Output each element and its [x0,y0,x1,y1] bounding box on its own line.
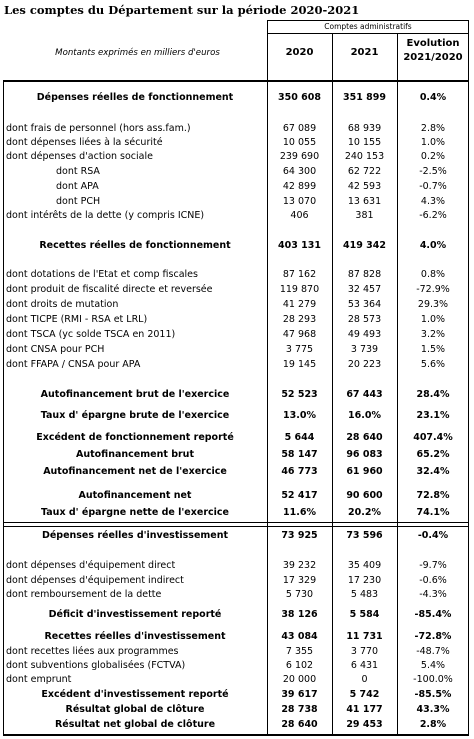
value-2020: 38 126 [281,609,318,620]
row-label: dont intérêts de la dette (y compris ICNE) [6,210,205,221]
value-evolution: 0.8% [420,269,446,280]
col-header-2020: 2020 [285,47,314,58]
value-2020: 52 417 [281,490,318,501]
value-2020: 67 089 [282,123,317,134]
value-2021: 3 739 [350,344,379,355]
value-2021: 35 409 [347,560,382,571]
value-evolution: 43.3% [416,704,450,715]
value-evolution: -0.7% [419,181,447,192]
value-evolution: 407.4% [413,432,453,443]
row-label: Taux d' épargne nette de l'exercice [41,507,229,518]
value-evolution: 0.2% [420,151,446,162]
value-2021: 13 631 [347,196,382,207]
row-label: dont produit de fiscalité directe et reversée [6,284,213,295]
row-label: Autofinancement brut de l'exercice [40,389,230,400]
value-evolution: 4.3% [420,196,446,207]
row-label: dont dépenses d'action sociale [6,151,153,162]
value-2021: 28 573 [347,314,382,325]
value-2021: 5 742 [349,689,380,700]
value-2021: 5 584 [349,609,380,620]
value-2020: 87 162 [282,269,317,280]
value-2021: 42 593 [347,181,382,192]
value-evolution: -0.6% [419,575,447,586]
value-evolution: 23.1% [416,410,450,421]
col-header-evolution-line1: Evolution [406,38,460,49]
value-2021: 61 960 [346,466,383,477]
value-evolution: 72.8% [416,490,450,501]
value-evolution: 0.4% [419,92,447,103]
value-2020: 19 145 [282,359,317,370]
row-label: dont CNSA pour PCH [6,344,105,355]
row-label: dont TSCA (yc solde TSCA en 2011) [6,329,176,340]
row-label: dont RSA [56,166,100,177]
value-2020: 5 644 [284,432,315,443]
row-label: dont dotations de l'Etat et comp fiscales [6,269,198,280]
value-2020: 3 775 [285,344,314,355]
value-2020: 13.0% [283,410,316,421]
value-2020: 47 968 [282,329,317,340]
value-2020: 41 279 [282,299,317,310]
value-evolution: -9.7% [419,560,447,571]
row-label: Autofinancement net [78,490,192,501]
value-evolution: 1.0% [420,137,446,148]
value-2020: 58 147 [281,449,318,460]
row-label: dont frais de personnel (hors ass.fam.) [6,123,191,134]
row-label: Recettes réelles de fonctionnement [39,240,231,251]
row-label: Recettes réelles d'investissement [44,631,226,642]
row-label: Autofinancement brut [76,449,194,460]
table-border-bottom [3,734,469,736]
value-evolution: 2.8% [420,123,446,134]
value-2021: 68 939 [347,123,382,134]
value-evolution: 28.4% [416,389,450,400]
value-2021: 419 342 [343,240,386,251]
value-2021: 53 364 [347,299,382,310]
row-label: dont dépenses liées à la sécurité [6,137,163,148]
page-title: Les comptes du Département sur la période 2020-2021 [4,3,360,17]
row-label: dont emprunt [6,674,72,685]
unit-note: Montants exprimés en milliers d'euros [55,48,220,58]
row-label: Déficit d'investissement reporté [48,609,222,620]
value-2020: 46 773 [281,466,318,477]
value-2020: 52 523 [281,389,318,400]
value-evolution: 3.2% [420,329,446,340]
group-header-label: Comptes administratifs [324,22,412,31]
value-2021: 17 230 [347,575,382,586]
value-evolution: 29.3% [417,299,449,310]
row-label: Dépenses réelles d'investissement [41,530,229,541]
value-evolution: 65.2% [416,449,450,460]
value-2021: 29 453 [346,719,383,730]
row-label: Résultat net global de clôture [54,719,216,730]
row-label: Dépenses réelles de fonctionnement [36,92,234,103]
value-2021: 240 153 [344,151,385,162]
value-2021: 11 731 [346,631,383,642]
value-evolution: -0.4% [417,530,449,541]
value-evolution: 5.6% [420,359,446,370]
row-label: dont remboursement de la dette [6,589,162,600]
col-header-evolution [397,37,469,65]
value-2020: 42 899 [282,181,317,192]
value-2020: 6 102 [285,660,314,671]
row-label: dont subventions globalisées (FCTVA) [6,660,186,671]
row-label: dont TICPE (RMI - RSA et LRL) [6,314,148,325]
row-label: Résultat global de clôture [65,704,205,715]
value-2020: 39 232 [282,560,317,571]
value-2020: 239 690 [279,151,320,162]
value-2020: 13 070 [282,196,317,207]
value-2021: 96 083 [346,449,383,460]
value-2021: 62 722 [347,166,382,177]
value-2021: 0 [361,674,368,685]
value-2020: 17 329 [282,575,317,586]
value-evolution: 74.1% [416,507,450,518]
row-label: dont dépenses d'équipement direct [6,560,176,571]
col-header-evolution-line2: 2021/2020 [403,52,463,63]
row-label: dont PCH [56,196,101,207]
value-2021: 49 493 [347,329,382,340]
row-label: Autofinancement net de l'exercice [43,466,227,477]
header-row-bottom [3,80,469,82]
value-2021: 87 828 [347,269,382,280]
value-2021: 6 431 [350,660,379,671]
value-evolution: -6.2% [419,210,447,221]
row-label: dont FFAPA / CNSA pour APA [6,359,141,370]
value-2020: 11.6% [283,507,316,518]
value-2020: 5 730 [285,589,314,600]
value-2020: 28 640 [281,719,318,730]
row-label: dont droits de mutation [6,299,119,310]
value-evolution: -72.9% [416,284,450,295]
value-2020: 350 608 [278,92,321,103]
value-2020: 64 300 [282,166,317,177]
value-2021: 3 770 [350,646,379,657]
value-evolution: 2.8% [419,719,447,730]
value-evolution: 32.4% [416,466,450,477]
value-2021: 381 [355,210,374,221]
value-2020: 43 084 [281,631,318,642]
value-2020: 406 [290,210,309,221]
value-2020: 28 293 [282,314,317,325]
value-2021: 5 483 [350,589,379,600]
value-2021: 20 223 [347,359,382,370]
value-2021: 32 457 [347,284,382,295]
section-divider-2 [3,526,469,527]
value-2021: 73 596 [346,530,383,541]
value-2020: 7 355 [285,646,314,657]
value-evolution: -85.4% [414,609,452,620]
value-2020: 39 617 [281,689,318,700]
value-evolution: -72.8% [414,631,452,642]
value-2021: 28 640 [346,432,383,443]
value-2021: 16.0% [348,410,381,421]
value-2020: 403 131 [278,240,321,251]
value-evolution: -85.5% [414,689,452,700]
value-2021: 67 443 [346,389,383,400]
value-2020: 119 870 [279,284,320,295]
row-label: dont APA [56,181,99,192]
row-label: Excédent d'investissement reporté [41,689,229,700]
value-evolution: -48.7% [416,646,450,657]
row-label: Excédent de fonctionnement reporté [36,432,234,443]
value-2020: 10 055 [282,137,317,148]
group-header-divider [267,33,469,34]
value-2021: 10 155 [347,137,382,148]
value-evolution: 1.5% [420,344,446,355]
value-2021: 20.2% [348,507,381,518]
value-evolution: 4.0% [419,240,447,251]
row-label: Taux d' épargne brute de l'exercice [40,410,230,421]
value-2020: 28 738 [281,704,318,715]
value-evolution: 1.0% [420,314,446,325]
row-label: dont recettes liées aux programmes [6,646,179,657]
value-2021: 351 899 [343,92,386,103]
col-header-2021: 2021 [350,47,379,58]
value-evolution: -4.3% [419,589,447,600]
row-label: dont dépenses d'équipement indirect [6,575,184,586]
value-2021: 90 600 [346,490,383,501]
section-divider [3,522,469,523]
value-2020: 73 925 [281,530,318,541]
value-2021: 41 177 [346,704,383,715]
value-evolution: -100.0% [413,674,453,685]
value-evolution: -2.5% [419,166,447,177]
value-evolution: 5.4% [420,660,446,671]
value-2020: 20 000 [282,674,317,685]
